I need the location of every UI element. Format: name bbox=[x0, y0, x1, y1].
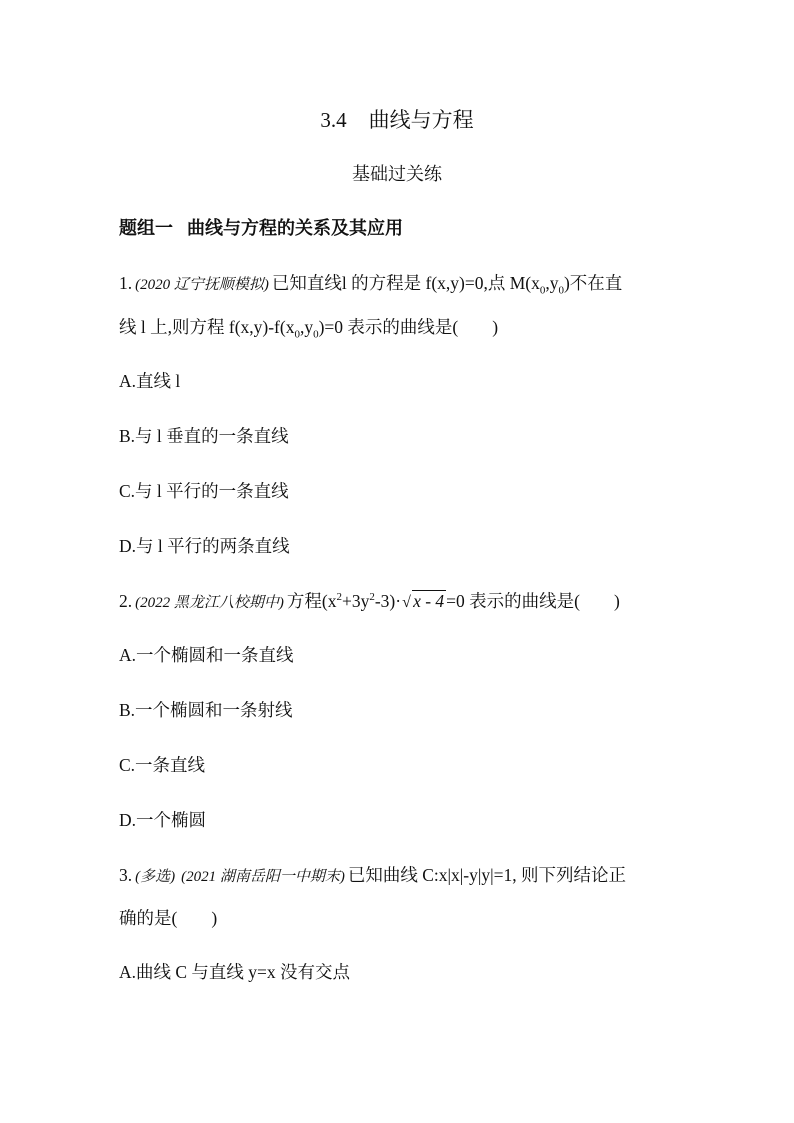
q1-option-c[interactable]: C.与 l 平行的一条直线 bbox=[119, 481, 289, 501]
q2-option-b[interactable]: B.一个椭圆和一条射线 bbox=[119, 700, 293, 720]
q2-stem bbox=[119, 588, 620, 616]
q1-stem-line2 bbox=[119, 314, 498, 340]
q3-text-a: 已知曲线 C:x|x|-y|y|=1, 则下列结论正 bbox=[347, 865, 626, 885]
group-title: 曲线与方程的关系及其应用 bbox=[187, 218, 403, 239]
q3-text-b: 确的是( bbox=[119, 908, 178, 928]
q2-option-c[interactable]: C.一条直线 bbox=[119, 755, 206, 775]
section-title: 曲线与方程 bbox=[368, 108, 474, 132]
q1-text-c: 线 l 上,则方程 f(x,y)-f(x bbox=[119, 317, 295, 337]
q3-tag: (多选) bbox=[135, 869, 176, 885]
q1-source: (2020 辽宁抚顺模拟) bbox=[135, 277, 269, 293]
q1-text-comma2: ,y bbox=[299, 317, 314, 337]
section-number: 3.4 bbox=[320, 108, 347, 132]
group-label: 题组一 bbox=[119, 218, 173, 239]
q3-option-a[interactable]: A.曲线 C 与直线 y=x 没有交点 bbox=[119, 962, 351, 982]
q1-text-e: ) bbox=[492, 317, 499, 337]
q2-source: (2022 黑龙江八校期中) bbox=[135, 595, 284, 611]
q2-sup-a: 2 bbox=[336, 591, 342, 604]
q2-option-d[interactable]: D.一个椭圆 bbox=[119, 810, 207, 830]
q1-option-d[interactable]: D.与 l 平行的两条直线 bbox=[119, 536, 290, 556]
q1-text-b: )不在直 bbox=[563, 273, 623, 293]
q2-radicand: x - 4 bbox=[413, 591, 445, 611]
q1-sub-c: 0 bbox=[294, 328, 300, 341]
q1-text-comma: ,y bbox=[545, 273, 559, 293]
q2-text-d: =0 表示的曲线是( bbox=[446, 591, 580, 611]
q1-option-a[interactable]: A.直线 l bbox=[119, 371, 181, 391]
q3-stem-line1 bbox=[119, 862, 626, 890]
q3-number: 3. bbox=[119, 865, 133, 885]
sqrt-expression bbox=[402, 588, 446, 614]
q1-sub-a: 0 bbox=[539, 284, 546, 297]
q1-text-d: )=0 表示的曲线是( bbox=[318, 317, 459, 337]
q2-option-a[interactable]: A.一个椭圆和一条直线 bbox=[119, 645, 294, 665]
q1-sub-b: 0 bbox=[558, 284, 564, 297]
q1-stem-line1 bbox=[119, 270, 622, 298]
q2-text-b: +3y bbox=[341, 591, 370, 611]
q2-sup-b: 2 bbox=[369, 591, 375, 604]
q2-text-a: 方程(x bbox=[286, 591, 337, 611]
q2-text-c: -3)· bbox=[374, 591, 402, 611]
q3-source: (2021 湖南岳阳一中期末) bbox=[181, 869, 345, 885]
group-heading bbox=[119, 214, 403, 240]
q1-sub-d: 0 bbox=[313, 328, 319, 341]
q3-stem-line2 bbox=[119, 905, 217, 931]
page-subtitle: 基础过关练 bbox=[352, 164, 442, 184]
q2-number: 2. bbox=[119, 591, 133, 611]
q1-number: 1. bbox=[119, 273, 133, 293]
q1-text-a: 已知直线l 的方程是 f(x,y)=0,点 M(x bbox=[271, 273, 540, 293]
q2-text-e: ) bbox=[614, 591, 620, 611]
q3-text-c: ) bbox=[211, 908, 218, 928]
q1-option-b[interactable]: B.与 l 垂直的一条直线 bbox=[119, 426, 289, 446]
page-title bbox=[0, 104, 794, 134]
radical-sign-icon: √ bbox=[402, 594, 411, 611]
